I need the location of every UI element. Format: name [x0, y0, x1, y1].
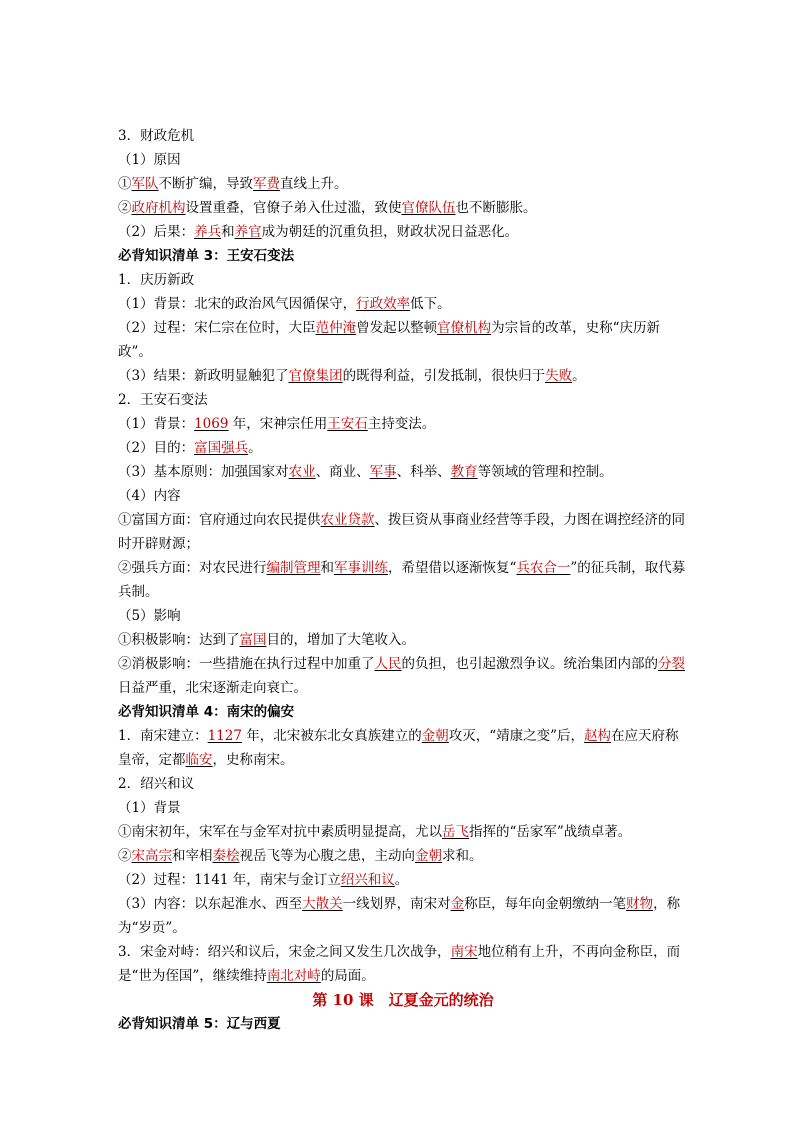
text-segment: 必背知识清单 5：辽与西夏 [118, 1016, 281, 1032]
key-term: 官僚机构 [437, 320, 492, 336]
key-term: 财物 [626, 896, 654, 912]
text-segment: 年，宋神宗任用 [228, 416, 328, 432]
text-segment: （3）基本原则：加强国家对 [118, 464, 289, 480]
text-segment: 。 [394, 872, 409, 888]
key-term: 金朝 [421, 728, 449, 744]
text-segment: 第 10 课 辽夏金元的统治 [312, 991, 494, 1009]
text-line [118, 436, 688, 460]
text-segment: 在应天府称皇帝，定都 [118, 728, 679, 768]
text-line [118, 484, 688, 508]
key-term: 富国 [239, 632, 267, 648]
text-line [118, 172, 688, 196]
text-line [118, 364, 688, 388]
text-segment: （1）背景：北宋的政治风气因循保守， [118, 296, 357, 312]
key-term: 官僚集团 [288, 368, 343, 384]
text-segment: （1）背景 [118, 800, 181, 816]
text-segment: 求和。 [442, 848, 483, 864]
key-term: 政府机构 [131, 200, 186, 216]
text-line [118, 652, 688, 700]
text-segment: （2）过程：宋仁宗在位时，大臣 [118, 320, 316, 336]
text-segment: 1．庆历新政 [118, 272, 195, 288]
document-body [118, 124, 688, 1036]
key-term: 编制管理 [266, 560, 321, 576]
text-segment: 也不断膨胀。 [455, 200, 537, 216]
key-term: 1069 [194, 416, 229, 432]
text-segment: （2）过程：1141 年，南宋与金订立 [118, 872, 341, 888]
text-segment: ② [118, 848, 132, 864]
section-heading [118, 1012, 688, 1036]
text-segment: （1）背景： [118, 416, 195, 432]
text-segment: ，希望借以逐渐恢复“ [388, 560, 517, 576]
text-line [118, 388, 688, 412]
text-segment: ，史称南宋。 [212, 752, 294, 768]
text-line [118, 292, 688, 316]
text-segment: （3）结果：新政明显触犯了 [118, 368, 289, 384]
text-segment: 的既得利益，引发抵制，很快归于 [342, 368, 546, 384]
text-segment: ① [118, 176, 132, 192]
text-segment: 设置重叠，官僚子弟入仕过滥，致使 [185, 200, 402, 216]
key-term: 军队 [131, 176, 159, 192]
text-segment: 等领域的管理和控制。 [477, 464, 613, 480]
text-segment: 为宗旨的改革，史称“庆历新政”。 [118, 320, 660, 360]
text-line [118, 868, 688, 892]
text-segment: （2）后果： [118, 224, 195, 240]
text-line [118, 820, 688, 844]
text-segment: ”的征兵制，取代募兵制。 [118, 560, 686, 600]
text-segment: 2．王安石变法 [118, 392, 208, 408]
key-term: 岳飞 [442, 824, 469, 840]
text-line [118, 844, 688, 868]
key-term: 养兵 [194, 224, 222, 240]
text-line [118, 196, 688, 220]
key-term: 富国强兵 [194, 440, 249, 456]
text-line [118, 508, 688, 556]
text-segment: 曾发起以整顿 [356, 320, 438, 336]
key-term: 赵构 [584, 728, 612, 744]
text-segment: 、拨巨资从事商业经营等手段，力图在调控经济的同时开辟财源； [118, 512, 685, 552]
text-segment: 的负担，也引起激烈争议。统治集团内部的 [401, 656, 658, 672]
text-segment: 低下。 [410, 296, 451, 312]
text-segment: 目的，增加了大笔收入。 [266, 632, 415, 648]
text-segment: 攻灭，“靖康之变”后， [448, 728, 585, 744]
text-line [118, 220, 688, 244]
key-term: 金 [450, 896, 465, 912]
text-segment: 、商业、 [315, 464, 370, 480]
text-segment: 和宰相 [172, 848, 213, 864]
text-segment: ①南宋初年，宋军在与金军对抗中素质明显提高，尤以 [118, 824, 442, 840]
key-term: 教育 [450, 464, 478, 480]
key-term: 失败 [545, 368, 573, 384]
text-segment: 直线上升。 [280, 176, 348, 192]
text-segment: 不断扩编，导致 [158, 176, 253, 192]
key-term: 金朝 [415, 848, 442, 864]
text-segment: 指挥的“岳家军”战绩卓著。 [469, 824, 632, 840]
key-term: 临安 [185, 752, 213, 768]
key-term: 范仲淹 [315, 320, 357, 336]
text-line [118, 892, 688, 940]
text-line [118, 724, 688, 772]
key-term: 兵农合一 [516, 560, 571, 576]
text-line [118, 556, 688, 604]
text-segment: （2）目的： [118, 440, 195, 456]
text-line [118, 604, 688, 628]
text-segment: 2．绍兴和议 [118, 776, 195, 792]
key-term: 农业 [288, 464, 316, 480]
text-segment: 。 [572, 368, 586, 384]
text-line [118, 412, 688, 436]
text-line [118, 316, 688, 364]
text-segment: （4）内容 [118, 488, 181, 504]
text-segment: ①积极影响：达到了 [118, 632, 240, 648]
text-segment: 和 [221, 224, 235, 240]
lesson-title [118, 988, 688, 1012]
text-segment: 成为朝廷的沉重负担，财政状况日益恶化。 [261, 224, 519, 240]
key-term: 农业贷款 [320, 512, 375, 528]
text-segment: 的局面。 [320, 968, 375, 984]
key-term: 秦桧 [212, 848, 240, 864]
text-line [118, 772, 688, 796]
text-segment: 称臣，每年向金朝缴纳一笔 [464, 896, 627, 912]
key-term: 行政效率 [356, 296, 411, 312]
key-term: 分裂 [658, 656, 685, 672]
text-segment: ②消极影响：一些措施在执行过程中加重了 [118, 656, 375, 672]
key-term: 绍兴和议 [340, 872, 395, 888]
text-segment: ②强兵方面：对农民进行 [118, 560, 267, 576]
text-segment: 一线划界，南宋对 [342, 896, 451, 912]
key-term: 军事 [369, 464, 397, 480]
key-term: 王安石 [327, 416, 368, 432]
text-segment: （3）内容：以东起淮水、西至 [118, 896, 303, 912]
key-term: 宋高宗 [131, 848, 172, 864]
text-segment: 。 [248, 440, 262, 456]
section-heading [118, 700, 688, 724]
text-line [118, 628, 688, 652]
key-term: 军费 [253, 176, 280, 192]
text-segment: 1．南宋建立： [118, 728, 208, 744]
key-term: 1127 [207, 728, 242, 744]
key-term: 养官 [234, 224, 262, 240]
text-segment: 、科举、 [396, 464, 451, 480]
text-segment: 地位稍有上升，不再向金称臣，而是“世为侄国”，继续维持 [118, 944, 681, 984]
key-term: 人民 [374, 656, 402, 672]
key-term: 军事训练 [334, 560, 388, 576]
text-line [118, 124, 688, 148]
text-segment: 必背知识清单 3：王安石变法 [118, 248, 295, 264]
text-segment: 视岳飞等为心腹之患，主动向 [239, 848, 415, 864]
text-line [118, 460, 688, 484]
text-segment: （1）原因 [118, 152, 181, 168]
text-segment: ，称为“岁贡”。 [118, 896, 681, 936]
key-term: 官僚队伍 [401, 200, 456, 216]
text-line [118, 796, 688, 820]
key-term: 大散关 [302, 896, 343, 912]
text-line [118, 940, 688, 988]
text-segment: 3．宋金对峙：绍兴和议后，宋金之间又发生几次战争， [118, 944, 451, 960]
text-segment: 日益严重，北宋逐渐走向衰亡。 [118, 680, 307, 696]
text-segment: 主持变法。 [367, 416, 436, 432]
text-line [118, 148, 688, 172]
section-heading [118, 244, 688, 268]
key-term: 南北对峙 [266, 968, 321, 984]
text-line [118, 268, 688, 292]
text-segment: 必背知识清单 4：南宋的偏安 [118, 704, 295, 720]
text-segment: ② [118, 200, 132, 216]
key-term: 南宋 [450, 944, 478, 960]
text-segment: 年，北宋被东北女真族建立的 [241, 728, 422, 744]
text-segment: （5）影响 [118, 608, 181, 624]
text-segment: 和 [320, 560, 334, 576]
text-segment: 3．财政危机 [118, 128, 195, 144]
text-segment: ①富国方面：官府通过向农民提供 [118, 512, 321, 528]
